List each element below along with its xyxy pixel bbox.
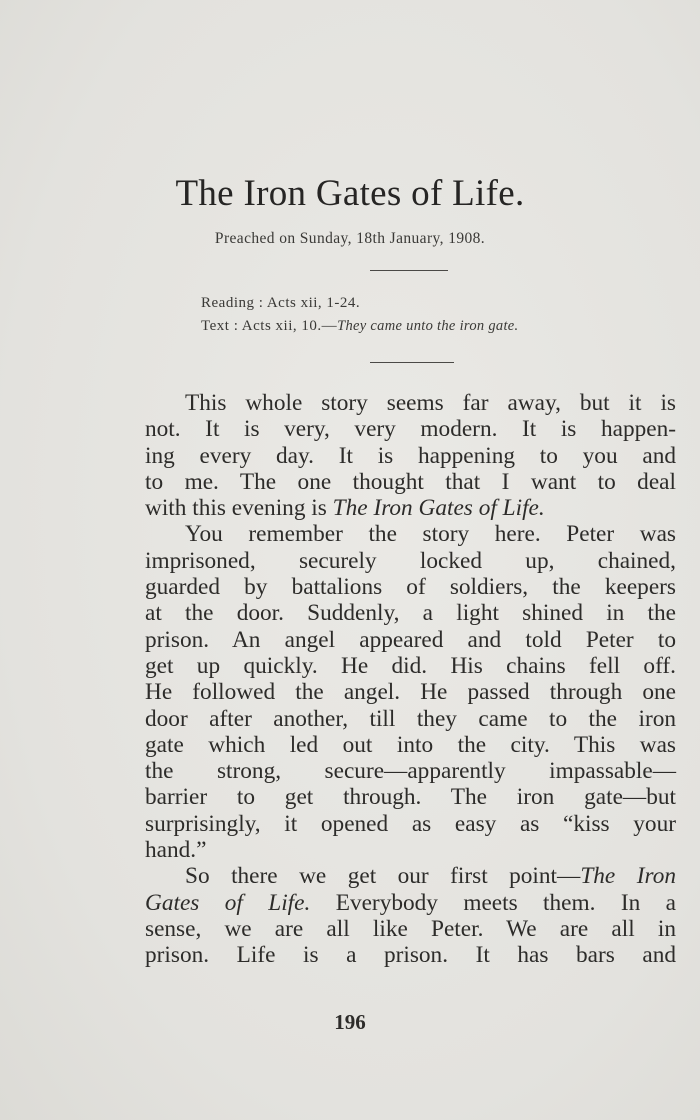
page-number: 196 [334, 1010, 366, 1034]
reading-reference: Reading : Acts xii, 1-24. [201, 295, 361, 311]
text-quote: They came unto the iron gate. [337, 318, 519, 334]
body-line: at the door. Suddenly, a light shined in the [145, 600, 676, 627]
body-line: get up quickly. He did. His chains fell off. [145, 652, 676, 679]
body-line [145, 890, 676, 916]
sermon-date: Preached on Sunday, 18th January, 1908. [214, 230, 486, 247]
body-line: imprisoned, securely locked up, chained, [145, 547, 676, 574]
divider-rule [370, 270, 448, 271]
text-reference [201, 318, 518, 335]
body-line: barrier to get through. The iron gate—but [145, 784, 676, 811]
body-italic-fragment: Gates of Life. [145, 889, 311, 916]
divider-rule [370, 362, 454, 363]
body-line: You remember the story here. Peter was [185, 521, 676, 548]
body-text-fragment: with this evening is [145, 495, 333, 522]
body-line: He followed the angel. He passed through one [145, 679, 676, 706]
body-line: ing every day. It is happening to you and [145, 442, 676, 469]
sermon-body [145, 390, 676, 969]
body-line: surprisingly, it opened as easy as “kiss your [145, 810, 676, 837]
body-line: gate which led out into the city. This was [145, 731, 676, 758]
body-line [145, 495, 676, 521]
body-line [145, 863, 676, 889]
body-italic-fragment: The Iron Gates of Life. [332, 495, 545, 522]
body-line: prison. Life is a prison. It has bars and [145, 942, 676, 969]
text-reference-label: Text : Acts xii, 10.— [201, 318, 338, 334]
body-line: prison. An angel appeared and told Peter to [145, 626, 676, 653]
body-line: the strong, secure—apparently impassable— [145, 758, 676, 785]
page-title: The Iron Gates of Life. [175, 173, 525, 214]
body-text-fragment: So there we get our first point— [185, 863, 581, 890]
body-line: hand.” [145, 837, 207, 864]
body-line: to me. The one thought that I want to deal [145, 468, 676, 495]
body-italic-fragment: The Iron [580, 863, 676, 890]
body-text-fragment: Everybody meets them. In a [310, 889, 676, 916]
body-line: sense, we are all like Peter. We are all in [145, 915, 676, 942]
body-line: door after another, till they came to the iron [145, 705, 676, 732]
body-line: guarded by battalions of soldiers, the keepers [145, 574, 676, 601]
body-line: not. It is very, very modern. It is happen- [145, 416, 676, 443]
body-line: This whole story seems far away, but it is [185, 390, 676, 416]
